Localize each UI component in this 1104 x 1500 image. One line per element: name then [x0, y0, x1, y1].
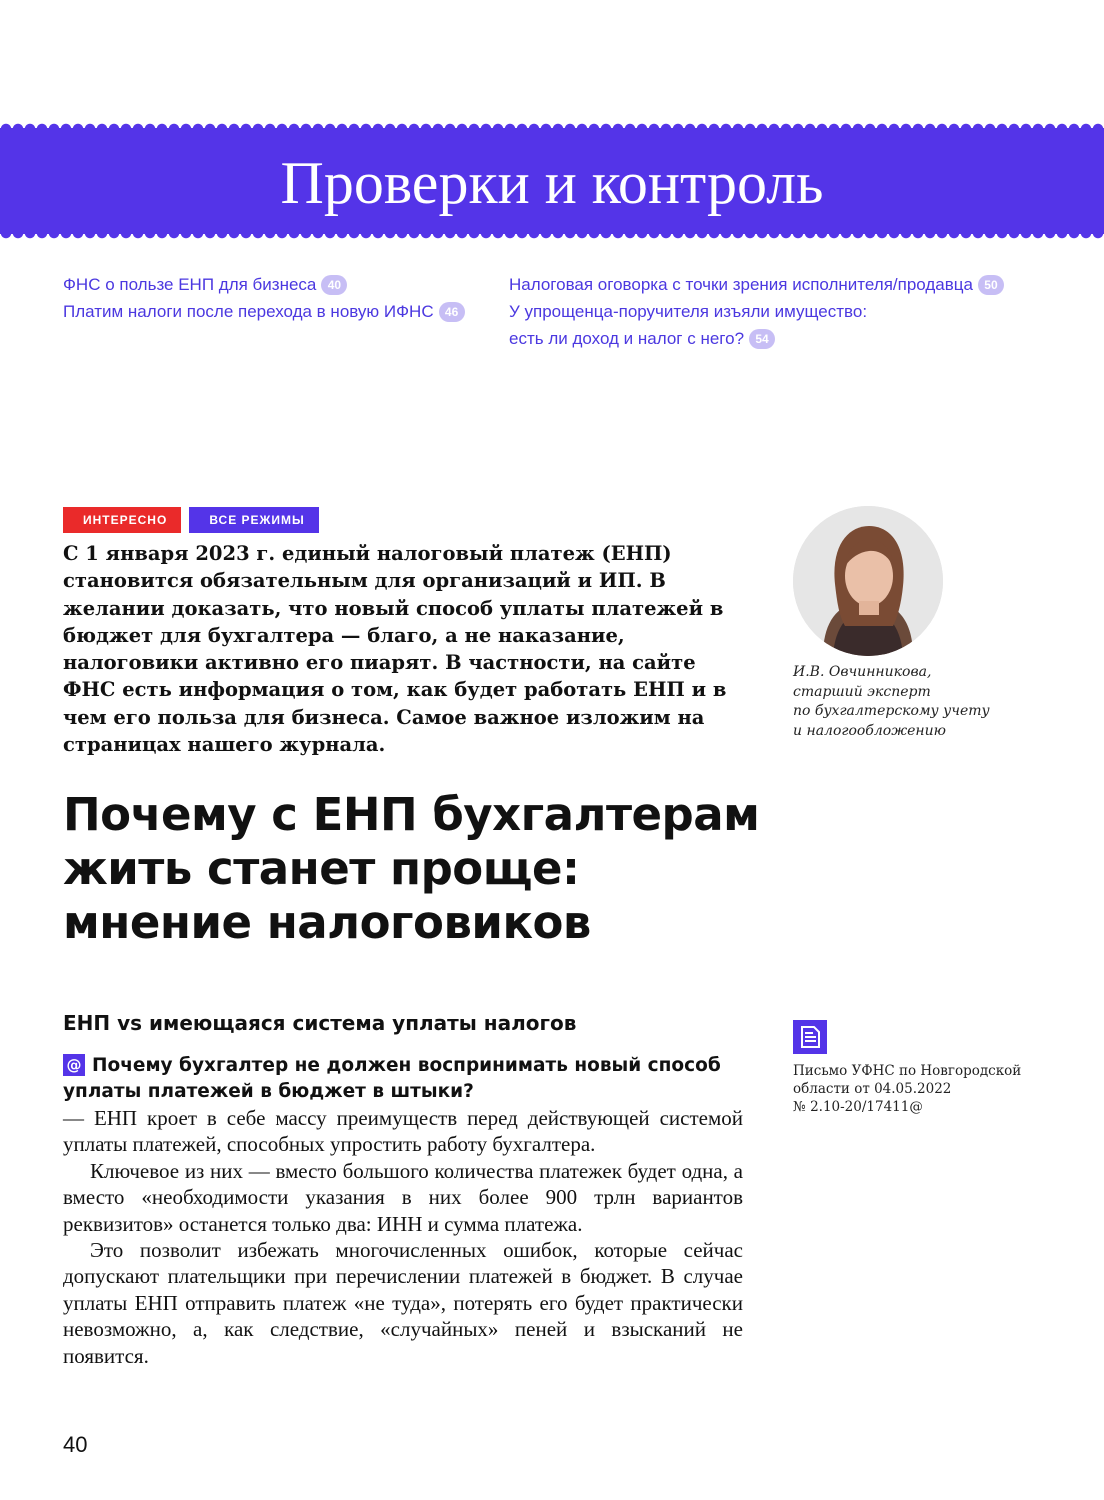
body-paragraph: — ЕНП кроет в себе массу преимуществ перед действующей системой уплаты платежей, способных упростить работу бухгалтера. — [63, 1106, 743, 1157]
toc-link-new-ifns[interactable] — [63, 298, 465, 325]
page-number: 40 — [63, 1432, 88, 1457]
toc-right-column — [509, 271, 1004, 352]
rubric-tags — [63, 507, 319, 533]
toc-link-text: есть ли доход и налог с него? — [509, 329, 745, 348]
author-caption — [793, 663, 1043, 741]
body-paragraph: Это позволит избежать многочисленных ошибок, которые сейчас допускают плательщики при перечислении платежей в бюджет. В случае уплаты ЕНП отправить платеж «не туда», потерять его будет практически невозможно, а, как следствие, «случайных» пеней и взысканий не появится. — [63, 1238, 743, 1368]
at-icon: @ — [63, 1054, 85, 1076]
author-name: И.В. Овчинникова, — [793, 664, 932, 680]
page-badge: 50 — [978, 275, 1004, 295]
author-role: старший эксперт — [793, 683, 931, 700]
section-banner — [0, 128, 1104, 234]
doc-ref-line: № 2.10-20/17411@ — [793, 1099, 923, 1115]
toc-link-guarantor[interactable] — [509, 298, 1004, 352]
document-reference — [793, 1062, 1033, 1116]
page-badge: 54 — [749, 329, 775, 349]
section-title: Проверки и контроль — [280, 149, 824, 216]
author-photo — [793, 506, 943, 656]
title-line: Почему с ЕНП бухгалтерам — [63, 788, 760, 841]
tag-all-modes: ВСЕ РЕЖИМЫ — [189, 507, 318, 533]
toc-link-text: У упрощенца-поручителя изъяли имущество: — [509, 302, 868, 321]
section-heading: ЕНП vs имеющаяся система уплаты налогов — [63, 1011, 577, 1035]
article-body — [63, 1105, 743, 1369]
doc-ref-line: Письмо УФНС по Новгородской — [793, 1063, 1022, 1079]
toc-link-text: Налоговая оговорка с точки зрения исполнителя/продавца — [509, 275, 973, 294]
author-portrait-icon — [793, 506, 943, 656]
toc-link-enp-benefit[interactable] — [63, 271, 465, 298]
toc-link-text: ФНС о пользе ЕНП для бизнеса — [63, 275, 317, 294]
question-text: Почему бухгалтер не должен воспринимать новый способ уплаты платежей в бюджет в штыки? — [63, 1055, 721, 1102]
tag-interesting: ИНТЕРЕСНО — [63, 507, 181, 533]
article-title — [63, 788, 803, 950]
title-line: жить станет проще: — [63, 842, 580, 895]
author-role: и налогообложению — [793, 722, 946, 739]
lead-paragraph: С 1 января 2023 г. единый налоговый платеж (ЕНП) становится обязательным для организаций и ИП. В желании доказать, что новый способ уплаты платежей в бюджет для бухгалтера — благо, а не наказание, налоговики активно его пиарят. В частности, на сайте ФНС есть информация о том, как будет работать ЕНП и в чем его польза для бизнеса. Самое важное изложим на страницах нашего журнала. — [63, 542, 727, 757]
page-badge: 46 — [439, 302, 465, 322]
toc-left-column — [63, 271, 465, 325]
author-role: по бухгалтерскому учету — [793, 703, 990, 719]
document-icon — [793, 1020, 827, 1054]
doc-ref-line: области от 04.05.2022 — [793, 1081, 952, 1097]
toc-link-text: Платим налоги после перехода в новую ИФНС — [63, 302, 434, 321]
body-paragraph: Ключевое из них — вместо большого количества платежек будет одна, а вместо «необходимости указания в них более 900 трлн вариантов реквизитов» останется только два: ИНН и сумма платежа. — [63, 1158, 743, 1236]
toc-link-tax-clause[interactable] — [509, 271, 1004, 298]
page-badge: 40 — [321, 275, 347, 295]
title-line: мнение налоговиков — [63, 896, 591, 949]
question-block — [63, 1053, 753, 1105]
